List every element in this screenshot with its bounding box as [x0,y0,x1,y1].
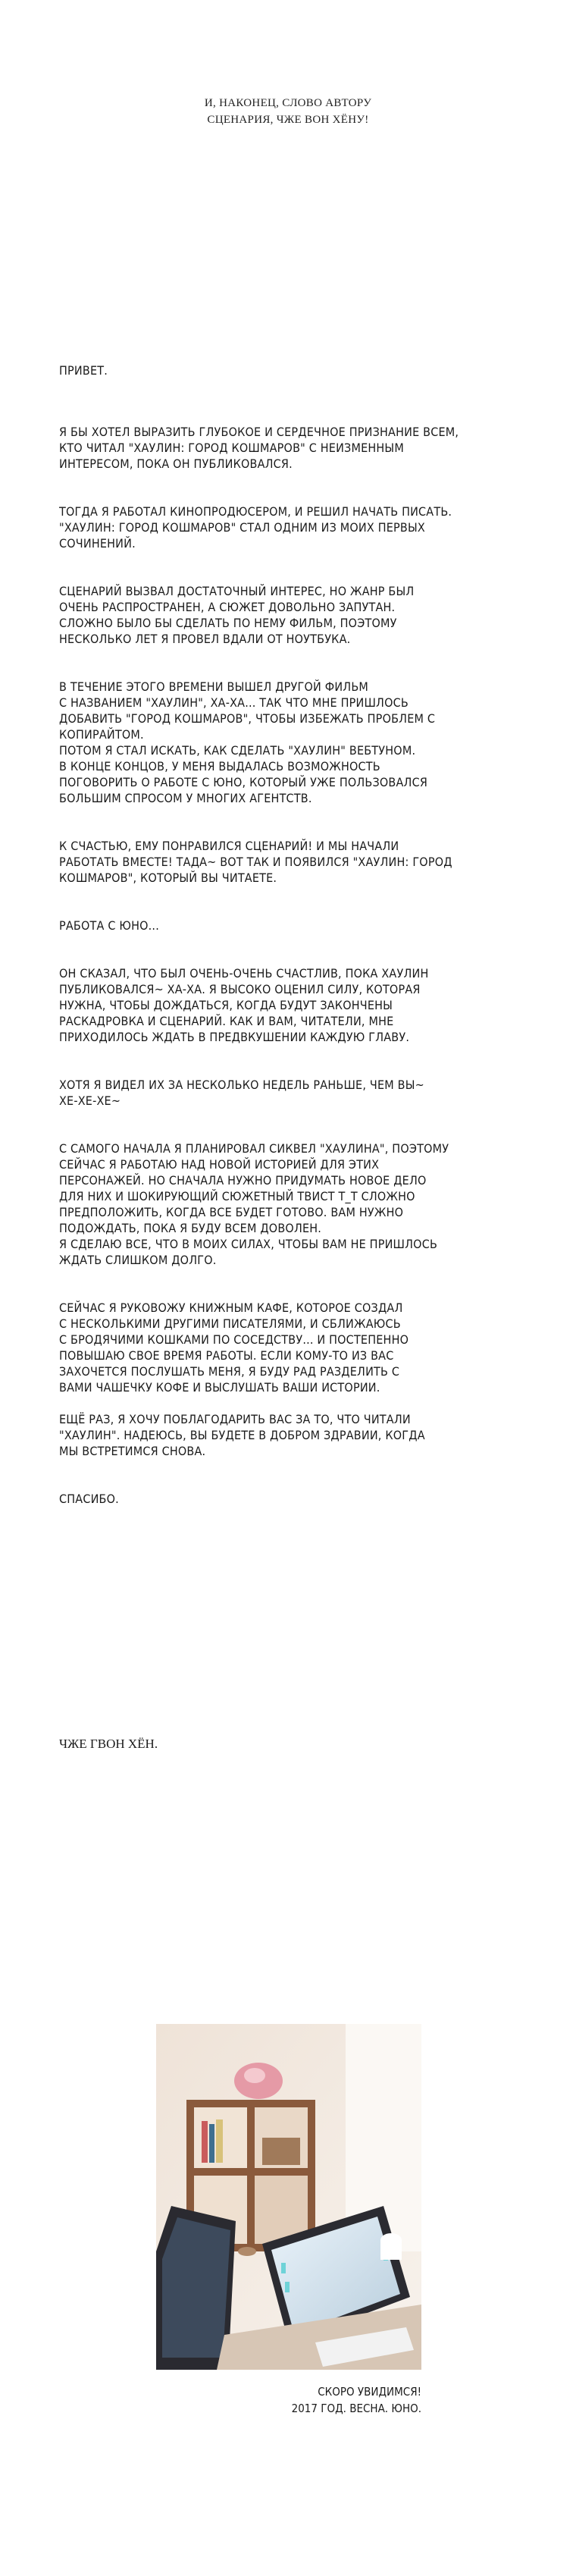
header [0,95,576,128]
letter-paragraph [59,838,529,886]
letter-line: ПОДОЖДАТЬ, ПОКА Я БУДУ ВСЕМ ДОВОЛЕН. [59,1221,322,1235]
caption-line-1: СКОРО УВИДИМСЯ! [318,2385,421,2399]
letter-line: ОН СКАЗАЛ, ЧТО БЫЛ ОЧЕНЬ-ОЧЕНЬ СЧАСТЛИВ, ПОКА ХАУЛИН [59,966,429,981]
letter-paragraph [59,965,529,1045]
letter-paragraph [59,1300,529,1459]
letter-line: НУЖНА, ЧТОБЫ ДОЖДАТЬСЯ, КОГДА БУДУТ ЗАКОНЧЕНЫ [59,998,393,1012]
letter-paragraph [59,362,529,378]
letter-paragraph [59,1141,529,1268]
letter-line: К СЧАСТЬЮ, ЕМУ ПОНРАВИЛСЯ СЦЕНАРИЙ! И МЫ НАЧАЛИ [59,839,399,853]
letter-line: СЛОЖНО БЫЛО БЫ СДЕЛАТЬ ПО НЕМУ ФИЛЬМ, ПОЭТОМУ [59,616,397,630]
letter-line: ПОТОМ Я СТАЛ ИСКАТЬ, КАК СДЕЛАТЬ "ХАУЛИН" ВЕБТУНОМ. [59,743,416,758]
letter-line: ЕЩЁ РАЗ, Я ХОЧУ ПОБЛАГОДАРИТЬ ВАС ЗА ТО, ЧТО ЧИТАЛИ [59,1412,411,1426]
letter-line: НЕСКОЛЬКО ЛЕТ Я ПРОВЕЛ ВДАЛИ ОТ НОУТБУКА. [59,632,351,646]
letter-line: В КОНЦЕ КОНЦОВ, У МЕНЯ ВЫДАЛАСЬ ВОЗМОЖНОСТЬ [59,759,380,773]
letter-line: В ТЕЧЕНИЕ ЭТОГО ВРЕМЕНИ ВЫШЕЛ ДРУГОЙ ФИЛЬМ [59,679,369,694]
letter-line: ХЕ-ХЕ-ХЕ~ [59,1093,121,1108]
letter-line: С САМОГО НАЧАЛА Я ПЛАНИРОВАЛ СИКВЕЛ "ХАУЛИНА", ПОЭТОМУ [59,1141,449,1156]
letter-line: СОЧИНЕНИЙ. [59,536,136,551]
signature: ЧЖЕ ГВОН ХЁН. [59,1737,158,1751]
letter-line: ДОБАВИТЬ "ГОРОД КОШМАРОВ", ЧТОБЫ ИЗБЕЖАТЬ ПРОБЛЕМ С [59,711,436,726]
letter-paragraph [59,1491,529,1507]
letter-paragraph [59,424,529,472]
header-line-2: СЦЕНАРИЯ, ЧЖЕ ВОН ХЁНУ! [207,114,369,126]
letter-line: ИНТЕРЕСОМ, ПОКА ОН ПУБЛИКОВАЛСЯ. [59,457,293,471]
letter-line: РАБОТАТЬ ВМЕСТЕ! ТАДА~ ВОТ ТАК И ПОЯВИЛСЯ "ХАУЛИН: ГОРОД [59,855,452,869]
desk-photo-illustration [156,2024,421,2370]
letter-line: С БРОДЯЧИМИ КОШКАМИ ПО СОСЕДСТВУ... И ПОСТЕПЕННО [59,1332,409,1347]
letter-line: СЕЙЧАС Я РУКОВОЖУ КНИЖНЫМ КАФЕ, КОТОРОЕ СОЗДАЛ [59,1301,403,1315]
letter-paragraph [59,504,529,551]
letter-paragraph [59,918,529,933]
letter-line: СПАСИБО. [59,1492,119,1506]
letter-line: "ХАУЛИН". НАДЕЮСЬ, ВЫ БУДЕТЕ В ДОБРОМ ЗДРАВИИ, КОГДА [59,1428,425,1442]
letter-line: ПОВЫШАЮ СВОЕ ВРЕМЯ РАБОТЫ. ЕСЛИ КОМУ-ТО ИЗ ВАС [59,1348,394,1363]
desk-photo [156,2024,421,2370]
header-line-1: И, НАКОНЕЦ, СЛОВО АВТОРУ [204,97,372,109]
letter-line: БОЛЬШИМ СПРОСОМ У МНОГИХ АГЕНТСТВ. [59,791,312,805]
letter-line: ЗАХОЧЕТСЯ ПОСЛУШАТЬ МЕНЯ, Я БУДУ РАД РАЗДЕЛИТЬ С [59,1364,400,1379]
letter-line: Я СДЕЛАЮ ВСЕ, ЧТО В МОИХ СИЛАХ, ЧТОБЫ ВАМ НЕ ПРИШЛОСЬ [59,1237,438,1251]
letter-line: ПОГОВОРИТЬ О РАБОТЕ С ЮНО, КОТОРЫЙ УЖЕ ПОЛЬЗОВАЛСЯ [59,775,428,789]
letter-line: С НЕСКОЛЬКИМИ ДРУГИМИ ПИСАТЕЛЯМИ, И СБЛИЖАЮСЬ [59,1316,401,1331]
letter-paragraph [59,583,529,647]
letter-line: МЫ ВСТРЕТИМСЯ СНОВА. [59,1444,206,1458]
letter-line: КОПИРАЙТОМ. [59,727,144,742]
letter-line: ПУБЛИКОВАЛСЯ~ ХА-ХА. Я ВЫСОКО ОЦЕНИЛ СИЛУ, КОТОРАЯ [59,982,421,996]
letter-line: "ХАУЛИН: ГОРОД КОШМАРОВ" СТАЛ ОДНИМ ИЗ МОИХ ПЕРВЫХ [59,520,425,535]
letter-line: ДЛЯ НИХ И ШОКИРУЮЩИЙ СЮЖЕТНЫЙ ТВИСТ Т_Т СЛОЖНО [59,1189,415,1203]
letter-line: ТОГДА Я РАБОТАЛ КИНОПРОДЮСЕРОМ, И РЕШИЛ НАЧАТЬ ПИСАТЬ. [59,504,452,519]
letter-line: ПРИВЕТ. [59,363,108,378]
photo-caption [227,2383,421,2417]
letter-paragraph [59,1077,529,1109]
letter-line [59,1395,529,1411]
letter-line: ПЕРСОНАЖЕЙ. НО СНАЧАЛА НУЖНО ПРИДУМАТЬ НОВОЕ ДЕЛО [59,1173,427,1188]
letter-line: С НАЗВАНИЕМ "ХАУЛИН", ХА-ХА... ТАК ЧТО МНЕ ПРИШЛОСЬ [59,695,409,710]
letter-line: СЕЙЧАС Я РАБОТАЮ НАД НОВОЙ ИСТОРИЕЙ ДЛЯ ЭТИХ [59,1157,380,1172]
author-letter [59,362,529,1539]
letter-line: ХОТЯ Я ВИДЕЛ ИХ ЗА НЕСКОЛЬКО НЕДЕЛЬ РАНЬШЕ, ЧЕМ ВЫ~ [59,1078,424,1092]
letter-line: РАСКАДРОВКА И СЦЕНАРИЙ. КАК И ВАМ, ЧИТАТЕЛИ, МНЕ [59,1014,394,1028]
letter-line: ОЧЕНЬ РАСПРОСТРАНЕН, А СЮЖЕТ ДОВОЛЬНО ЗАПУТАН. [59,600,396,614]
letter-line: ВАМИ ЧАШЕЧКУ КОФЕ И ВЫСЛУШАТЬ ВАШИ ИСТОРИИ. [59,1380,380,1395]
letter-line: ЖДАТЬ СЛИШКОМ ДОЛГО. [59,1253,217,1267]
letter-line: СЦЕНАРИЙ ВЫЗВАЛ ДОСТАТОЧНЫЙ ИНТЕРЕС, НО ЖАНР БЫЛ [59,584,415,598]
letter-line: ПРИХОДИЛОСЬ ЖДАТЬ В ПРЕДВКУШЕНИИ КАЖДУЮ ГЛАВУ. [59,1030,410,1044]
letter-line: ПРЕДПОЛОЖИТЬ, КОГДА ВСЕ БУДЕТ ГОТОВО. ВАМ НУЖНО [59,1205,404,1219]
letter-paragraph [59,679,529,806]
letter-line: Я БЫ ХОТЕЛ ВЫРАЗИТЬ ГЛУБОКОЕ И СЕРДЕЧНОЕ ПРИЗНАНИЕ ВСЕМ, [59,425,459,439]
letter-line: КОШМАРОВ", КОТОРЫЙ ВЫ ЧИТАЕТЕ. [59,871,277,885]
caption-line-2: 2017 ГОД. ВЕСНА. ЮНО. [291,2402,421,2415]
letter-line: РАБОТА С ЮНО... [59,918,159,933]
letter-line: КТО ЧИТАЛ "ХАУЛИН: ГОРОД КОШМАРОВ" С НЕИЗМЕННЫМ [59,441,404,455]
